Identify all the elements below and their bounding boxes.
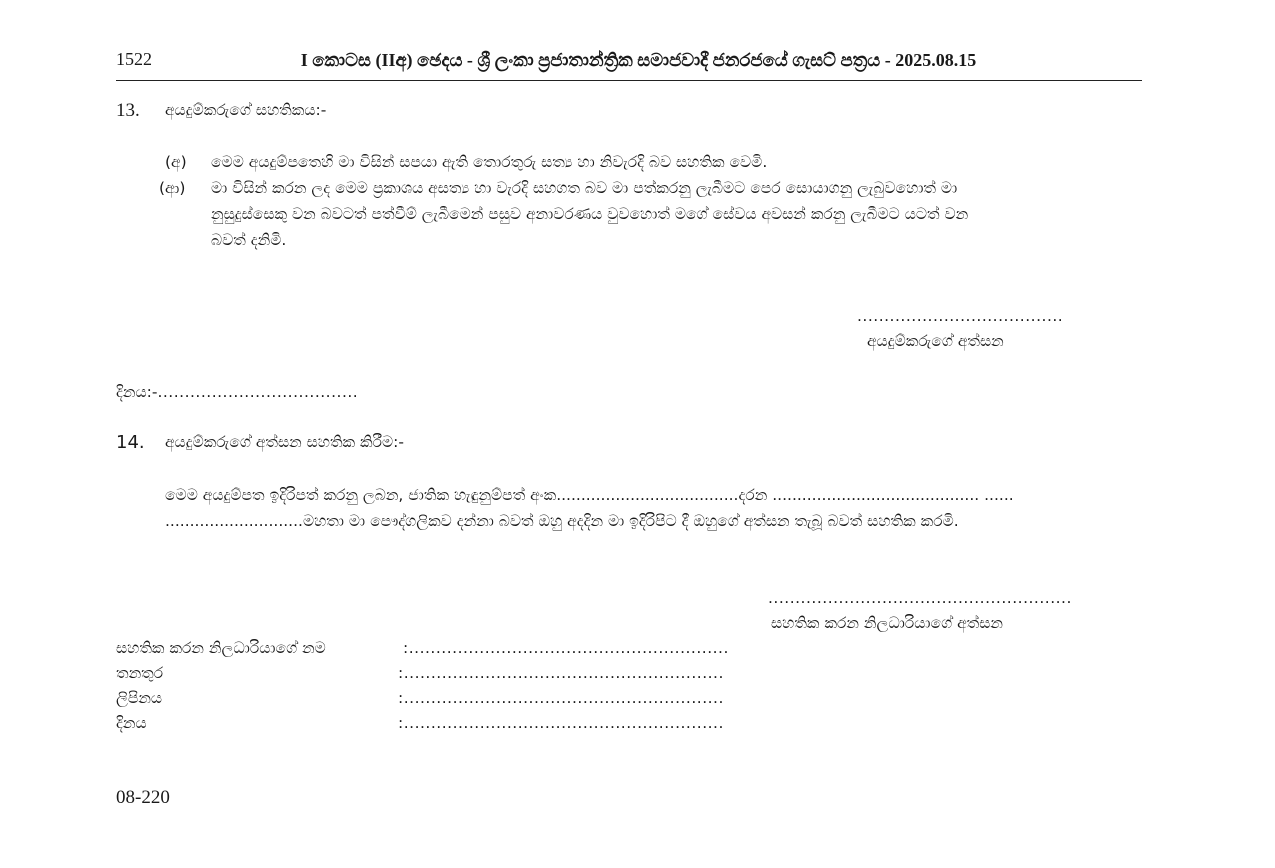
- header-rule: [116, 80, 1142, 81]
- item-b-marker: (ආ): [159, 179, 186, 197]
- item-b-line-2: නුසුදුස්සෙකු වන බවටත් පත්වීම් ලැබීමෙන් පසුව අනාවරණය වුවහොත් මගේ සේවය අවසන් කරනු ලැබීමට යටත් වන: [211, 205, 969, 223]
- address-label: ලිපිනය: [116, 689, 163, 707]
- page-number: 1522: [116, 49, 152, 69]
- applicant-signature-line: ......................................: [857, 307, 1064, 325]
- item-a-text: මෙම අයදුම්පතෙහි මා විසින් සපයා ඇති තොරතුරු සත්‍ය හා නිවැරදි බව සහතික වෙමි.: [211, 153, 768, 171]
- section14-heading: අයදුම්කරුගේ අත්සන සහතික කිරීම:-: [165, 433, 404, 451]
- running-title: [0, 50, 1275, 71]
- certification-line-1: මෙම අයදුම්පත ඉදිරිපත් කරනු ලබන, ජාතික හැඳුනුම්පත් අංක.....................................දරන .......................................... ......: [165, 486, 1014, 504]
- item-a-marker: (අ): [165, 153, 187, 171]
- applicant-signature-label: අයදුම්කරුගේ අත්සන: [867, 332, 1004, 350]
- section13-number: 13.: [116, 100, 140, 121]
- item-b-line-3: බවත් දනිමි.: [211, 231, 287, 249]
- certification-line-2: ............................මහතා මා පෞද්ගලිකව දන්නා බවත් ඔහු අද‌දින මා ඉදිරිපිට දී ඔහුගේ අත්සන තැබූ බවත් සහතික කරමි.: [165, 512, 959, 530]
- date-label: [116, 383, 358, 402]
- officer-signature-label: සහතික කරන නිලධාරියාගේ අත්සන: [771, 614, 1003, 632]
- footer-code: 08-220: [116, 787, 170, 808]
- date-label-text: දිනය:-: [116, 383, 158, 401]
- date-dots: .....................................: [157, 383, 359, 401]
- officer-signature-line: ........................................................: [768, 589, 1072, 607]
- section14-number: 14.: [116, 432, 145, 453]
- officer-date-label: දිනය: [116, 714, 147, 732]
- address-field: :...........................................................: [398, 689, 724, 707]
- item-b-line-1: මා විසින් කරන ලද මෙම ප්‍රකාශය අසත්‍ය හා වැරදි සහගත බව මා පත්කරනු ලැබීමට පෙර සොයාගනු ලැබුවහොත් මා: [211, 179, 958, 197]
- designation-field: :...........................................................: [398, 664, 724, 682]
- section13-heading: අයදුම්කරුගේ සහතිකය:-: [165, 101, 327, 119]
- officer-name-field: :...........................................................: [403, 639, 729, 657]
- officer-name-label: සහතික කරන නිලධාරියාගේ නම: [116, 639, 326, 657]
- designation-label: තනතුර: [116, 664, 164, 682]
- running-title-text: I කොටස (IIඅ) ඡෙදය - ශ්‍රී ලංකා ප්‍රජාතාන්ත්‍රික සමාජවාදී ජනරජයේ ගැසට් පත්‍රය - 2025.08.15: [300, 50, 977, 70]
- officer-date-field: :...........................................................: [398, 714, 724, 732]
